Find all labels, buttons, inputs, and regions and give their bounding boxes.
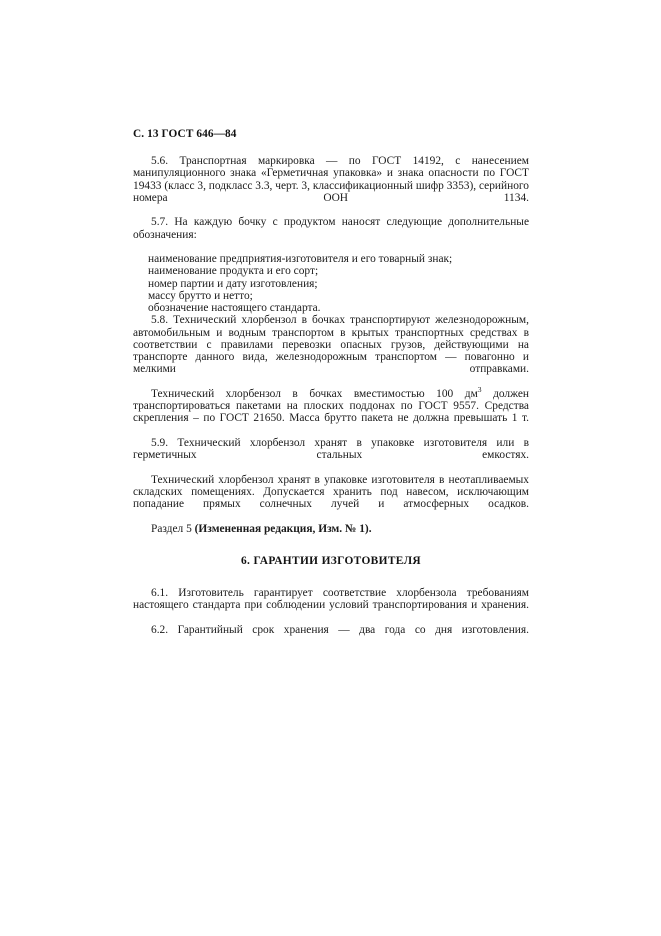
heading-spacer xyxy=(133,568,529,587)
clause-5-8-continuation-paragraph xyxy=(133,384,529,437)
clause-5-7-intro-paragraph: 5.7. На каждую бочку с продуктом наносят следующие дополнительные обозначения: xyxy=(133,216,529,241)
cubic-decimetre-superscript: 3 xyxy=(477,384,482,394)
clause-5-8-continuation-text-a: Технический хлорбензол в бочках вместимостью 100 дм xyxy=(151,387,478,400)
section-5-revision-note xyxy=(133,523,529,535)
list-item: номер партии и дату изготовления; xyxy=(148,277,318,290)
clause-5-8-continuation-text-b: должен транспортироваться пакетами на плоских поддонах по ГОСТ 9557. Средства скрепления – по ГОСТ 21650. Масса брутто пакета не должна превышать 1 т. xyxy=(133,387,529,425)
page-content xyxy=(133,128,529,648)
clause-5-9-continuation-paragraph: Технический хлорбензол хранят в упаковке изготовителя в неотапливаемых складских помещениях. Допускается хранить под навесом, исключающим попадание прямых солнечных лучей и атмосферных осадков. xyxy=(133,473,529,510)
clause-5-7-marking-list xyxy=(133,253,529,314)
section-5-revision-note-prefix: Раздел 5 xyxy=(151,522,195,535)
clause-5-9-paragraph: 5.9. Технический хлорбензол хранят в упаковке изготовителя или в герметичных стальных емкостях. xyxy=(133,436,529,461)
clause-6-2-paragraph: 6.2. Гарантийный срок хранения — два года со дня изготовления. xyxy=(151,623,529,636)
list-item: обозначение настоящего стандарта. xyxy=(148,302,321,314)
section-6-heading: 6. ГАРАНТИИ ИЗГОТОВИТЕЛЯ xyxy=(241,554,421,567)
clause-6-1-paragraph: 6.1. Изготовитель гарантирует соответствие хлорбензола требованиям настоящего стандарта при соблюдении условий транспортирования и хранения. xyxy=(133,586,529,611)
clause-5-6-paragraph: 5.6. Транспортная маркировка — по ГОСТ 14192, с нанесением манипуляционного знака «Герметичная упаковка» и знака опасности по ГОСТ 19433 (класс 3, подкласс 3.3, черт. 3, классификационный шифр 3353), серийного номера ООН 1134. xyxy=(133,155,529,204)
page-header: С. 13 ГОСТ 646—84 xyxy=(133,128,237,140)
list-item: массу брутто и нетто; xyxy=(148,289,253,302)
section-5-revision-note-bold: (Измененная редакция, Изм. № 1). xyxy=(194,522,372,535)
list-item: наименование продукта и его сорт; xyxy=(148,265,319,278)
list-item: наименование предприятия-изготовителя и его товарный знак; xyxy=(148,253,453,265)
clause-5-8-paragraph: 5.8. Технический хлорбензол в бочках транспортируют железнодорожным, автомобильным и водным транспортом в крытых транспортных средствах в соответствии с правилами перевозки опасных грузов, действующими на транспорте данного вида, железнодорожным транспортом — повагонно и мелкими отправками. xyxy=(133,314,529,376)
